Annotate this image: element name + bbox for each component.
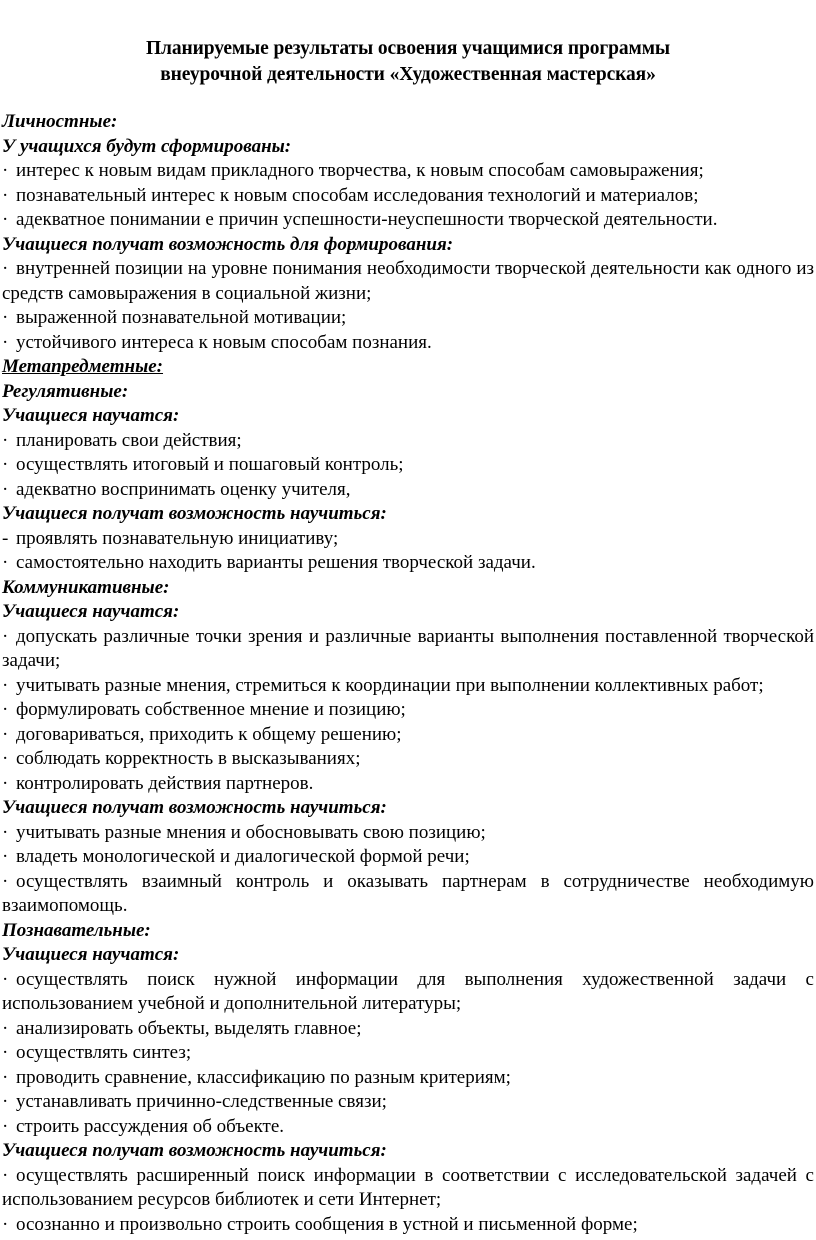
subsection-heading-regulative: Регулятивные:	[2, 380, 129, 402]
document-title-line-1: Планируемые результаты освоения учащимися программы	[145, 38, 671, 59]
bullet-marker: ·	[2, 1115, 9, 1137]
section-heading-personal: Личностные:	[2, 111, 118, 132]
bullet-marker: ·	[2, 1042, 9, 1063]
list-item: · интерес к новым видам прикладного творчества, к новым способам самовыражения;	[2, 159, 814, 184]
subsection-heading-communicative: Коммуникативные:	[2, 576, 170, 598]
bullet-marker: ·	[2, 429, 9, 451]
list-item: · учитывать разные мнения и обосновывать свою позицию;	[2, 821, 814, 846]
bullet-marker: ·	[2, 748, 9, 769]
bullet-marker: ·	[2, 821, 9, 843]
list-item: · владеть монологической и диалогической формой речи;	[2, 845, 814, 870]
subheading-opportunity: Учащиеся получат возможность научиться:	[2, 503, 387, 524]
section-heading-meta: Метапредметные:	[2, 356, 164, 377]
subheading-learn: Учащиеся научатся:	[2, 601, 180, 622]
bullet-marker: ·	[2, 1213, 9, 1235]
subheading-learn: Учащиеся научатся:	[2, 405, 180, 426]
list-item: · соблюдать корректность в высказываниях;	[2, 747, 814, 772]
list-item: · допускать различные точки зрения и различные варианты выполнения поставленной творческой задачи;	[2, 625, 814, 671]
bullet-marker: ·	[2, 723, 9, 745]
list-item: · формулировать собственное мнение и позицию;	[2, 698, 814, 723]
subheading-learn: Учащиеся научатся:	[2, 944, 180, 965]
bullet-marker: ·	[2, 674, 9, 696]
bullet-marker: ·	[2, 307, 9, 328]
subsection-heading-cognitive: Познавательные:	[2, 919, 151, 941]
list-item: · самостоятельно находить варианты решения творческой задачи.	[2, 551, 814, 576]
bullet-marker: ·	[2, 209, 9, 230]
bullet-marker: ·	[2, 1066, 9, 1088]
list-item: · осуществлять итоговый и пошаговый контроль;	[2, 453, 814, 478]
bullet-marker: ·	[2, 160, 9, 181]
list-item: · осуществлять расширенный поиск информации в соответствии с исследовательской задачей с использованием ресурсов библиотек и сети Интернет;	[2, 1164, 814, 1210]
list-item: - проявлять познавательную инициативу;	[2, 527, 814, 552]
subheading-opportunity: Учащиеся получат возможность научиться:	[2, 1140, 387, 1161]
subheading-will-be-formed: У учащихся будут сформированы:	[2, 135, 292, 157]
bullet-marker: ·	[2, 454, 9, 475]
list-item: · выраженной познавательной мотивации;	[2, 306, 814, 331]
list-item: · строить рассуждения об объекте.	[2, 1115, 814, 1140]
dash-marker: -	[2, 527, 9, 549]
list-item: · осуществлять поиск нужной информации для выполнения художественной задачи с использованием учебной и дополнительной литературы;	[2, 968, 814, 1014]
bullet-marker: ·	[2, 968, 9, 990]
bullet-marker: ·	[2, 478, 9, 500]
bullet-marker: ·	[2, 184, 9, 206]
bullet-marker: ·	[2, 846, 9, 867]
list-item: · планировать свои действия;	[2, 429, 814, 454]
bullet-marker: ·	[2, 772, 9, 794]
bullet-marker: ·	[2, 258, 9, 279]
document-body	[2, 110, 814, 1237]
list-item: · адекватно воспринимать оценку учителя,	[2, 478, 814, 503]
document-title-line-2: внеурочной деятельности «Художественная мастерская»	[160, 64, 656, 85]
list-item: · осуществлять взаимный контроль и оказывать партнерам в сотрудничестве необходимую взаимопомощь.	[2, 870, 814, 916]
bullet-marker: ·	[2, 552, 9, 573]
list-item: · адекватное понимании е причин успешности-неуспешности творческой деятельности.	[2, 208, 814, 233]
list-item: · устойчивого интереса к новым способам познания.	[2, 331, 814, 356]
list-item: · осознанно и произвольно строить сообщения в устной и письменной форме;	[2, 1213, 814, 1238]
bullet-marker: ·	[2, 1091, 9, 1112]
list-item: · осуществлять синтез;	[2, 1041, 814, 1066]
list-item: · устанавливать причинно-следственные связи;	[2, 1090, 814, 1115]
bullet-marker: ·	[2, 331, 9, 353]
list-item: · контролировать действия партнеров.	[2, 772, 814, 797]
bullet-marker: ·	[2, 870, 9, 892]
bullet-marker: ·	[2, 625, 9, 647]
list-item: · познавательный интерес к новым способам исследования технологий и материалов;	[2, 184, 814, 209]
subheading-opportunity: Учащиеся получат возможность для формирования:	[2, 233, 454, 255]
list-item: · договариваться, приходить к общему решению;	[2, 723, 814, 748]
subheading-opportunity: Учащиеся получат возможность научиться:	[2, 797, 387, 818]
bullet-marker: ·	[2, 699, 9, 720]
list-item: · внутренней позиции на уровне понимания необходимости творческой деятельности как одного из средств самовыражения в социальной жизни;	[2, 258, 814, 304]
list-item: · проводить сравнение, классификацию по разным критериям;	[2, 1066, 814, 1091]
list-item: · учитывать разные мнения, стремиться к координации при выполнении коллективных работ;	[2, 674, 814, 699]
bullet-marker: ·	[2, 1164, 9, 1186]
bullet-marker: ·	[2, 1017, 9, 1039]
list-item: · анализировать объекты, выделять главное;	[2, 1017, 814, 1042]
